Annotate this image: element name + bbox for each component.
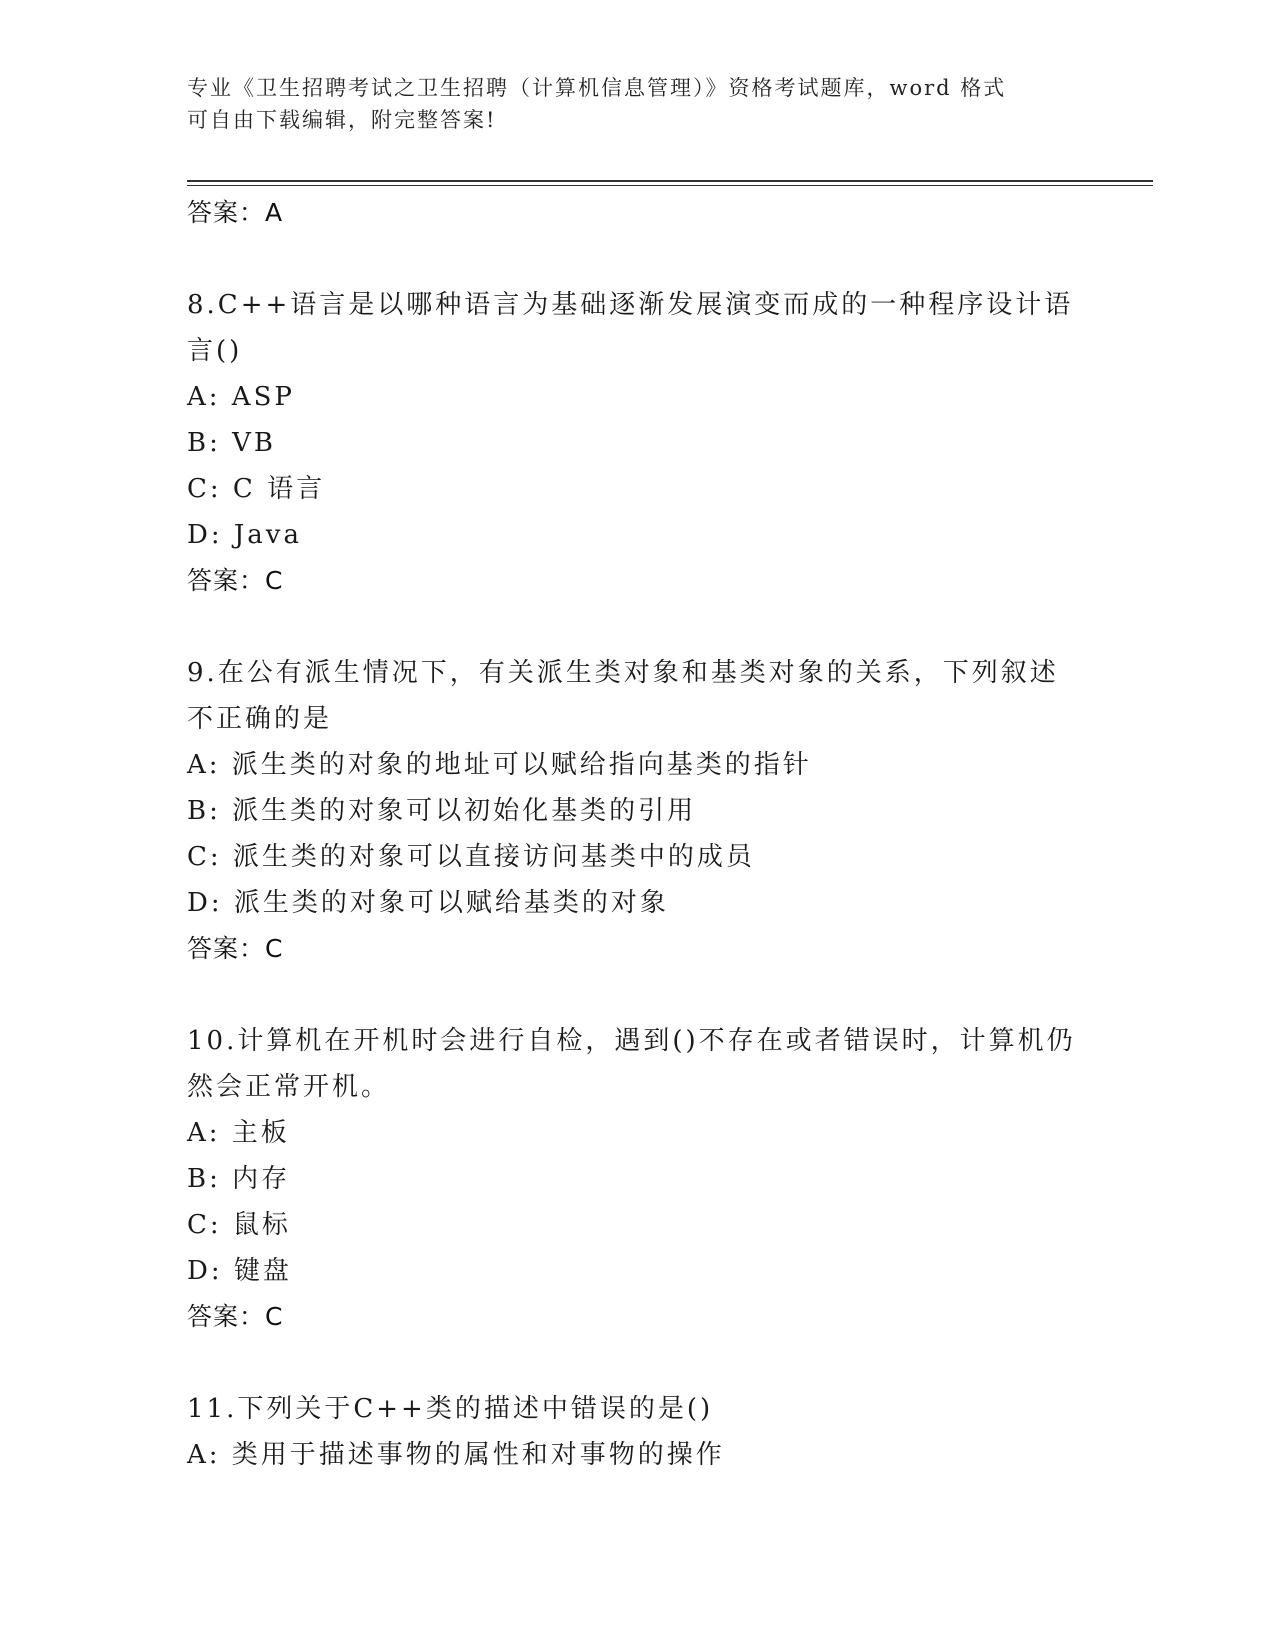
option-c: C: C 语言 [187, 474, 326, 504]
answer: 答案：C [187, 1302, 284, 1331]
option-a: A: ASP [187, 382, 295, 412]
question-9 [187, 650, 1087, 972]
answer: 答案：C [187, 566, 284, 595]
option-b: B: 内存 [187, 1164, 291, 1194]
answer: 答案：C [187, 934, 284, 963]
option-b: B: VB [187, 428, 277, 458]
header-divider [187, 180, 1153, 186]
option-d: D: Java [187, 520, 302, 550]
previous-answer: 答案：A [187, 198, 284, 227]
page-header [187, 72, 1087, 136]
question-stem: 9.在公有派生情况下，有关派生类对象和基类对象的关系，下列叙述不正确的是 [187, 658, 1059, 734]
option-c: C: 鼠标 [187, 1210, 291, 1240]
option-a: A: 主板 [187, 1118, 290, 1148]
question-stem: 11.下列关于C++类的描述中错误的是() [187, 1394, 714, 1424]
option-b: B: 派生类的对象可以初始化基类的引用 [187, 796, 697, 826]
header-line-2: 可自由下载编辑，附完整答案! [187, 108, 497, 132]
question-stem: 8.C++语言是以哪种语言为基础逐渐发展演变而成的一种程序设计语言() [187, 290, 1074, 366]
question-10 [187, 1018, 1087, 1340]
option-c: C: 派生类的对象可以直接访问基类中的成员 [187, 842, 755, 872]
option-d: D: 键盘 [187, 1256, 292, 1286]
header-line-1: 专业《卫生招聘考试之卫生招聘（计算机信息管理）》资格考试题库，word 格式 [187, 76, 1007, 100]
option-d: D: 派生类的对象可以赋给基类的对象 [187, 888, 669, 918]
option-a: A: 派生类的对象的地址可以赋给指向基类的指针 [187, 750, 812, 780]
question-stem: 10.计算机在开机时会进行自检，遇到()不存在或者错误时，计算机仍然会正常开机。 [187, 1026, 1076, 1102]
option-a: A: 类用于描述事物的属性和对事物的操作 [187, 1440, 725, 1470]
question-11 [187, 1386, 1087, 1478]
question-list [187, 190, 1087, 1478]
question-8 [187, 282, 1087, 604]
